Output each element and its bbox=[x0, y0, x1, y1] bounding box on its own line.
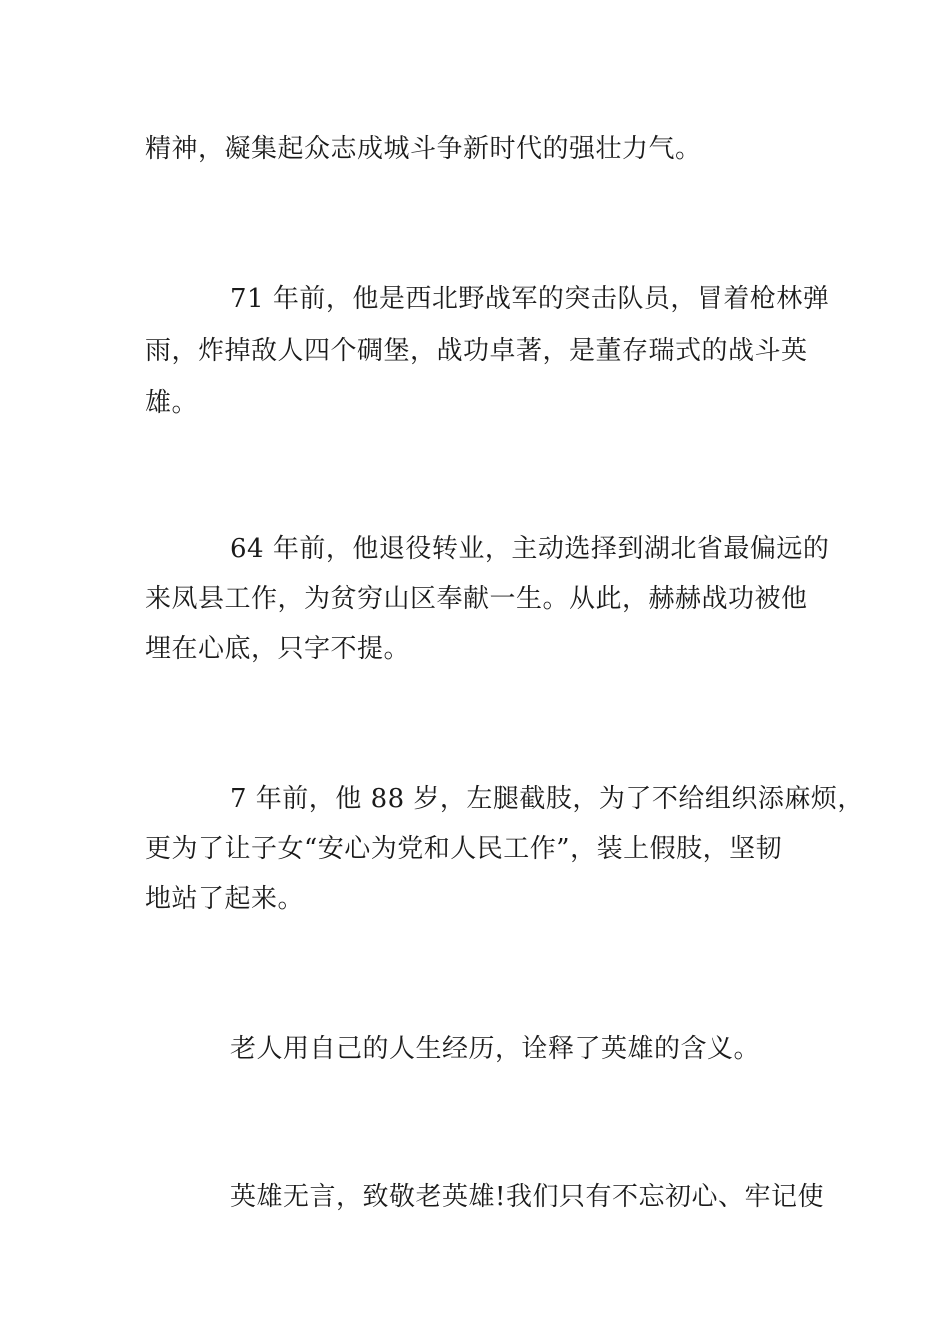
paragraph-2-line-3: 雄。 bbox=[145, 388, 199, 418]
paragraph-2-line-2: 雨，炸掉敌人四个碉堡，战功卓著，是董存瑞式的战斗英 bbox=[145, 336, 808, 366]
paragraph-4-line-1: 7 年前，他 88 岁，左腿截肢，为了不给组织添麻烦， bbox=[230, 784, 864, 814]
paragraph-2-line-1: 71 年前，他是西北野战军的突击队员，冒着枪林弹 bbox=[230, 284, 830, 314]
paragraph-4-line-3: 地站了起来。 bbox=[145, 884, 305, 914]
paragraph-5-line-1: 老人用自己的人生经历，诠释了英雄的含义。 bbox=[230, 1034, 761, 1064]
paragraph-3-line-3: 埋在心底，只字不提。 bbox=[145, 634, 411, 664]
paragraph-1-line-1: 精神，凝集起众志成城斗争新时代的强壮力气。 bbox=[145, 134, 702, 164]
paragraph-3-line-1: 64 年前，他退役转业，主动选择到湖北省最偏远的 bbox=[230, 534, 830, 564]
paragraph-3-line-2: 来凤县工作，为贫穷山区奉献一生。从此，赫赫战功被他 bbox=[145, 584, 808, 614]
paragraph-4-line-2: 更为了让子女“安心为党和人民工作”，装上假肢，坚韧 bbox=[145, 834, 783, 864]
paragraph-6-line-1: 英雄无言，致敬老英雄!我们只有不忘初心、牢记使 bbox=[230, 1182, 824, 1212]
